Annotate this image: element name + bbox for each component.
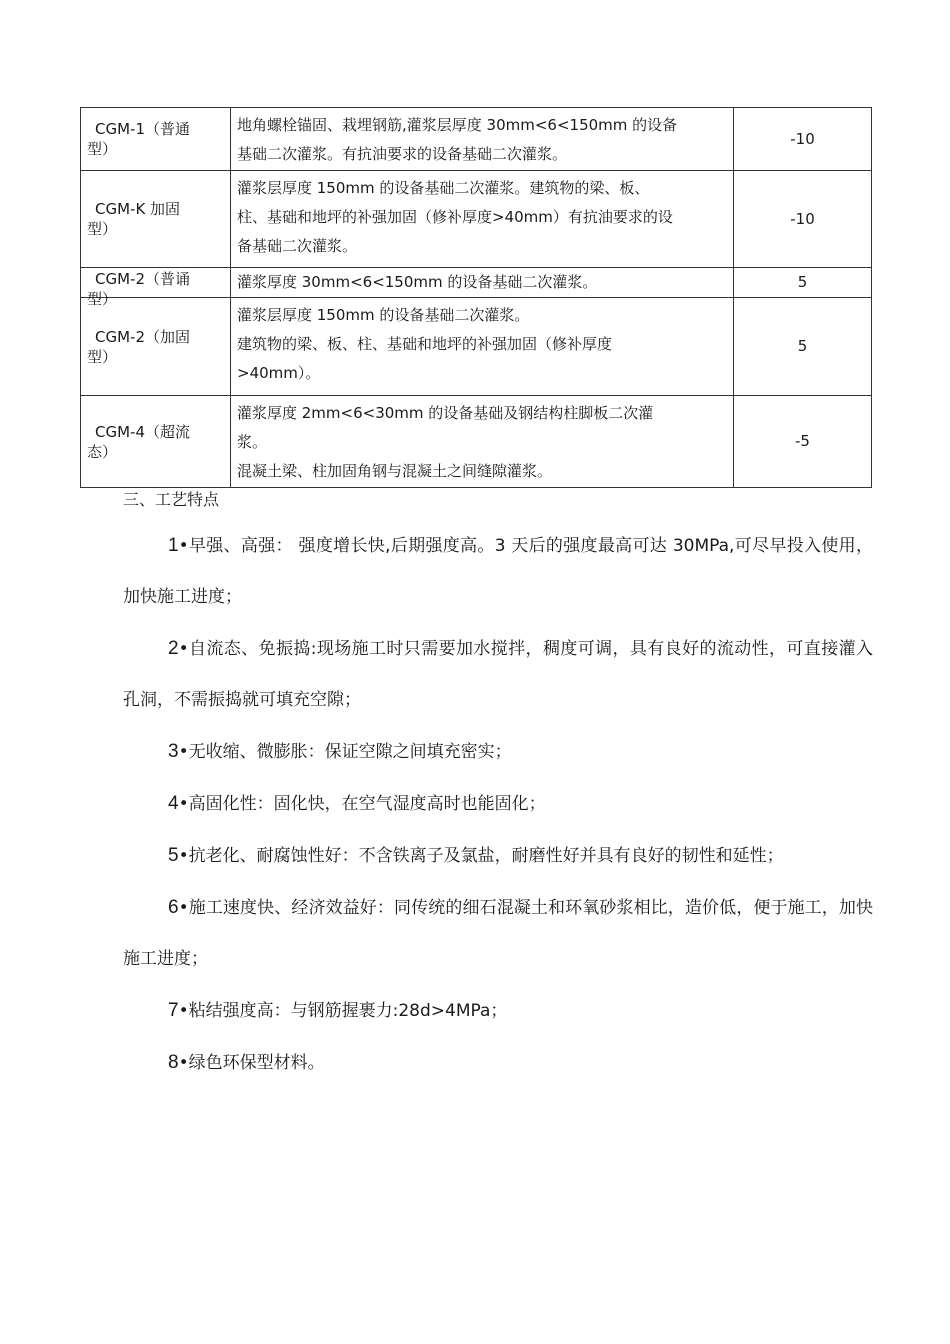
product-type-cell: CGM-2（普诵 型） (81, 268, 231, 298)
value-cell: -10 (734, 108, 872, 171)
product-type-cell: CGM-4（超流 态） (81, 396, 231, 488)
feature-item: 6•施工速度快、经济效益好：同传统的细石混凝土和环氧砂浆相比，造价低，便于施工，加快施工进度； (123, 897, 873, 969)
table-row (81, 268, 872, 298)
application-cell: 灌浆厚度 2mm<6<30mm 的设备基础及钢结构柱脚板二次灌 浆。 混凝土梁、柱加固角钢与混凝土之间缝隙灌浆。 (231, 396, 734, 488)
feature-item: 4•高固化性：固化快，在空气湿度高时也能固化； (168, 793, 546, 814)
feature-item: 8•绿色环保型材料。 (168, 1052, 325, 1073)
product-type-cell: CGM-1（普通 型） (81, 108, 231, 171)
feature-item: 1•早强、高强： 强度增长快,后期强度高。3 天后的强度最高可达 30MPa,可尽早投入使用，加快施工进度； (123, 535, 873, 607)
table-row (81, 108, 872, 171)
feature-item: 2•自流态、免振捣:现场施工时只需要加水搅拌，稠度可调，具有良好的流动性，可直接灌入孔洞，不需振捣就可填充空隙； (123, 638, 873, 710)
value-cell: 5 (734, 268, 872, 298)
product-type-cell: CGM-2（加固 型） (81, 298, 231, 396)
value-cell: -10 (734, 171, 872, 268)
feature-list (123, 520, 873, 1089)
application-cell: 灌浆层厚度 150mm 的设备基础二次灌浆。 建筑物的梁、板、柱、基础和地坪的补强加固（修补厚度 >40mm）。 (231, 298, 734, 396)
value-cell: 5 (734, 298, 872, 396)
value-cell: -5 (734, 396, 872, 488)
product-type-cell: CGM-K 加固 型） (81, 171, 231, 268)
table-row (81, 396, 872, 488)
table-row (81, 298, 872, 396)
application-cell: 地角螺栓锚固、栽埋钢筋,灌浆层厚度 30mm<6<150mm 的设备 基础二次灌浆。有抗油要求的设备基础二次灌浆。 (231, 108, 734, 171)
application-cell: 灌浆厚度 30mm<6<150mm 的设备基础二次灌浆。 (231, 268, 734, 298)
grout-spec-table (80, 107, 872, 488)
section-title: 三、工艺特点 (123, 490, 220, 509)
feature-item: 7•粘结强度高：与钢筋握裹力:28d>4MPa； (168, 1000, 508, 1021)
application-cell: 灌浆层厚度 150mm 的设备基础二次灌浆。建筑物的梁、板、 柱、基础和地坪的补强加固（修补厚度>40mm）有抗油要求的设 备基础二次灌浆。 (231, 171, 734, 268)
table-row (81, 171, 872, 268)
feature-item: 3•无收缩、微膨胀：保证空隙之间填充密实； (168, 741, 512, 762)
feature-item: 5•抗老化、耐腐蚀性好：不含铁离子及氯盐，耐磨性好并具有良好的韧性和延性； (168, 845, 784, 866)
